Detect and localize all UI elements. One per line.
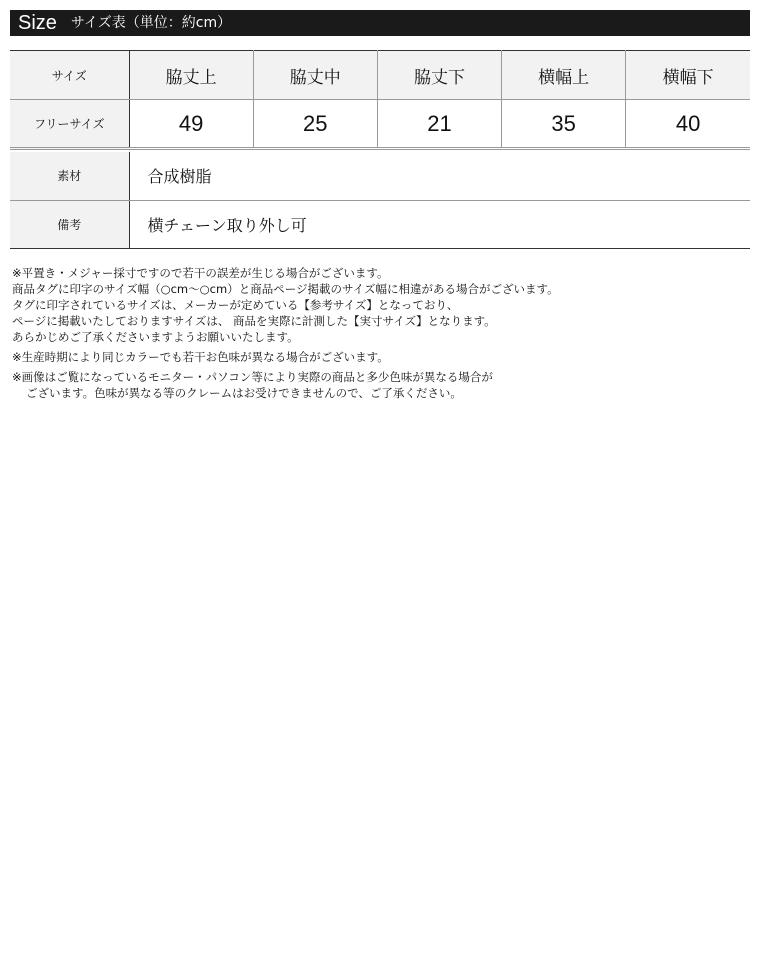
note-line: ※画像はご覧になっているモニター・パソコン等により実際の商品と多少色味が異なる場合が <box>12 370 493 384</box>
size-value: 25 <box>253 100 377 149</box>
note-line: タグに印字されているサイズは、メーカーが定めている【参考サイズ】となっており、 <box>12 298 459 312</box>
remarks-value: 横チェーン取り外し可 <box>129 200 750 248</box>
column-header: 脇丈中 <box>253 51 377 100</box>
size-table <box>10 50 750 150</box>
note-line: ※平置き・メジャー採寸ですので若干の誤差が生じる場合がございます。 <box>12 266 389 280</box>
notes-section <box>12 265 752 401</box>
size-row-label: フリーサイズ <box>10 100 129 149</box>
material-row <box>10 152 750 200</box>
note-line: ※生産時期により同じカラーでも若干お色味が異なる場合がございます。 <box>12 350 389 364</box>
material-label: 素材 <box>10 152 129 200</box>
note-line: 商品タグに印字のサイズ幅（○cm〜○cm）と商品ページ掲載のサイズ幅に相違がある場合がございます。 <box>12 282 559 296</box>
remarks-label: 備考 <box>10 200 129 248</box>
size-value: 40 <box>626 100 750 149</box>
size-table-header-row <box>10 51 750 100</box>
size-value: 49 <box>129 100 253 149</box>
size-title: Size <box>18 12 57 34</box>
info-table <box>10 152 750 249</box>
size-value: 21 <box>377 100 501 149</box>
material-value: 合成樹脂 <box>129 152 750 200</box>
column-header: 脇丈下 <box>377 51 501 100</box>
note-line: ございます。色味が異なる等のクレームはお受けできませんので、ご了承ください。 <box>26 386 462 400</box>
note-line: ページに掲載いたしておりますサイズは、 商品を実際に計測した【実寸サイズ】となります。 <box>12 314 496 328</box>
size-chart-header <box>10 10 750 36</box>
note-line: あらかじめご了承くださいますようお願いいたします。 <box>12 330 299 344</box>
column-header: 横幅上 <box>502 51 626 100</box>
size-table-row <box>10 100 750 149</box>
remarks-row <box>10 200 750 248</box>
size-subtitle: サイズ表（単位：約cm） <box>70 15 232 31</box>
size-value: 35 <box>502 100 626 149</box>
column-header: 脇丈上 <box>129 51 253 100</box>
size-header-label: サイズ <box>10 51 129 100</box>
column-header: 横幅下 <box>626 51 750 100</box>
